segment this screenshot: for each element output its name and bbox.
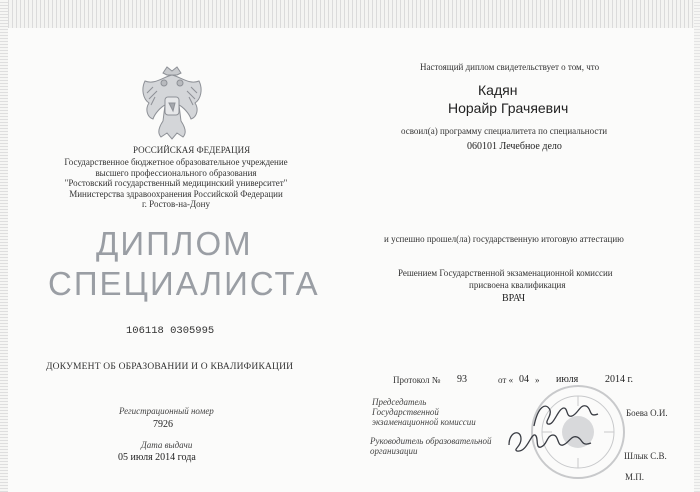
head-signature <box>505 423 595 457</box>
registration-label: Регистрационный номер <box>119 406 214 416</box>
federation-label: РОССИЙСКАЯ ФЕДЕРАЦИЯ <box>133 145 251 155</box>
chair-name: Боева О.И. <box>626 408 668 418</box>
protocol-year: 2014 г. <box>605 374 633 385</box>
protocol-from: от « <box>498 375 514 385</box>
attestation-text: и успешно прошел(ла) государственную итоговую аттестацию <box>384 234 624 244</box>
diploma-title-line1: ДИПЛОМ <box>96 225 253 262</box>
commission-decision-line1: Решением Государственной экзаменационной комиссии <box>398 268 613 278</box>
registration-number: 7926 <box>153 419 173 430</box>
chair-title <box>372 397 476 427</box>
chair-title-line: экзаменационной комиссии <box>372 417 476 427</box>
protocol-close-quote: » <box>535 375 540 385</box>
qualification: ВРАЧ <box>502 293 526 304</box>
decorative-border-right <box>694 0 700 492</box>
serial-number: 106118 0305995 <box>126 325 215 337</box>
program-intro: освоил(а) программу специалитета по специальности <box>401 126 608 136</box>
institution-line: Министерства здравоохранения Российской Федерации <box>69 188 283 199</box>
diploma-title-line2: СПЕЦИАЛИСТА <box>48 265 320 302</box>
head-title-line: организации <box>370 446 418 456</box>
institution-line: г. Ростов-на-Дону <box>141 199 210 209</box>
protocol-day: 04 <box>519 374 529 385</box>
head-name: Шлык С.В. <box>624 451 667 461</box>
seal-place-mark: М.П. <box>625 472 645 482</box>
issue-date-value: 05 июля 2014 года <box>118 452 196 463</box>
graduate-given-names: Норайр Грачяевич <box>448 100 569 116</box>
certifies-text: Настоящий диплом свидетельствует о том, что <box>420 62 600 72</box>
institution-line: Государственное бюджетное образовательное учреждение <box>64 157 288 167</box>
head-title <box>370 436 492 456</box>
coat-of-arms-emblem <box>133 63 211 143</box>
commission-decision-line2: присвоена квалификация <box>469 280 566 290</box>
decorative-border-left <box>0 0 8 492</box>
institution-line: высшего профессионального образования <box>95 167 257 178</box>
protocol-number: 93 <box>457 374 467 385</box>
protocol-label: Протокол № <box>393 375 441 385</box>
graduate-surname: Кадян <box>478 82 518 98</box>
decorative-border-top <box>0 0 700 38</box>
specialty: 060101 Лечебное дело <box>467 141 562 152</box>
head-title-line: Руководитель образовательной <box>370 436 492 446</box>
protocol-month: июля <box>556 374 579 385</box>
chair-title-line: Государственной <box>372 407 439 417</box>
institution-block <box>56 157 296 210</box>
institution-line: "Ростовский государственный медицинский университет" <box>64 178 288 188</box>
document-type: ДОКУМЕНТ ОБ ОБРАЗОВАНИИ И О КВАЛИФИКАЦИИ <box>46 362 294 372</box>
chair-title-line: Председатель <box>372 397 427 407</box>
issue-date-label: Дата выдачи <box>141 440 193 450</box>
